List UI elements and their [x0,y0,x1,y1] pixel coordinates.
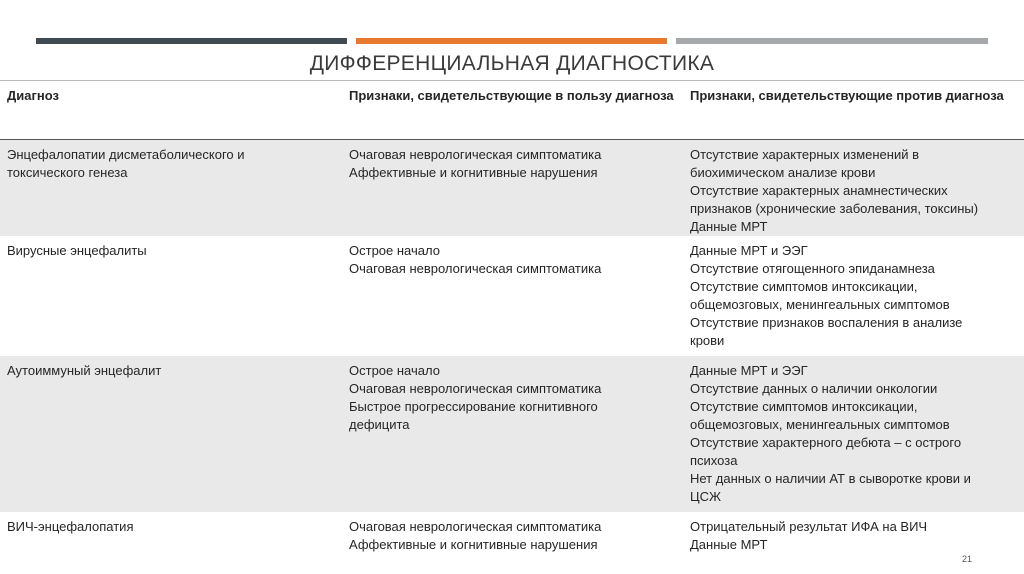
page-number: 21 [961,554,972,564]
table-body [0,140,1024,556]
cell-text-line: Вирусные энцефалиты [7,243,147,258]
header-diagnosis: Диагноз [7,88,59,103]
cell-signs-for [349,140,690,236]
table-row [0,140,1024,236]
cell-text-line: Отрицательный результат ИФА на ВИЧ [690,519,928,534]
table-header [0,80,1024,140]
cell-text-line: Аффективные и когнитивные нарушения [349,537,598,552]
cell-text-line: Быстрое прогрессирование когнитивного [349,399,598,414]
cell-text-line: Отсутствие характерного дебюта – с острого [690,435,962,450]
cell-text-line: Аффективные и когнитивные нарушения [349,165,598,180]
cell-text-line: Очаговая неврологическая симптоматика [349,381,602,396]
cell-text-line: Острое начало [349,243,440,258]
cell-diagnosis [0,512,349,556]
decorative-bar-orange [356,38,667,44]
cell-text-line: Отсутствие отягощенного эпиданамнеза [690,261,935,276]
cell-signs-against [690,236,1024,356]
cell-text-line: Отсутствие симптомов интоксикации, [690,279,918,294]
cell-text-line: ЦСЖ [690,489,722,504]
cell-text-line: Отсутствие характерных изменений в [690,147,919,162]
cell-text-line: Энцефалопатии дисметаболического и [7,147,245,162]
cell-signs-against [690,140,1024,236]
cell-diagnosis [0,356,349,512]
table-row [0,512,1024,556]
cell-text-line: Аутоиммуный энцефалит [7,363,162,378]
cell-diagnosis [0,140,349,236]
cell-text-line: Отсутствие признаков воспаления в анализе [690,315,963,330]
decorative-bar-dark [36,38,347,44]
cell-text-line: крови [690,333,725,348]
table-row [0,356,1024,512]
cell-text-line: Острое начало [349,363,440,378]
cell-signs-for [349,236,690,356]
cell-text-line: дефицита [349,417,410,432]
cell-text-line: психоза [690,453,738,468]
cell-diagnosis [0,236,349,356]
cell-text-line: Отсутствие симптомов интоксикации, [690,399,918,414]
cell-signs-for [349,356,690,512]
cell-text-line: Данные МРТ и ЭЭГ [690,363,808,378]
table-row [0,236,1024,356]
diagnosis-table [0,80,1024,556]
cell-text-line: Данные МРТ [690,537,768,552]
cell-signs-against [690,356,1024,512]
header-signs-against: Признаки, свидетельствующие против диагноза [690,88,1004,103]
cell-text-line: Очаговая неврологическая симптоматика [349,147,602,162]
cell-text-line: Нет данных о наличии АТ в сыворотке крови и [690,471,971,486]
cell-text-line: токсического генеза [7,165,128,180]
cell-text-line: Отсутствие данных о наличии онкологии [690,381,938,396]
cell-text-line: общемозговых, менингеальных симптомов [690,297,950,312]
cell-text-line: биохимическом анализе крови [690,165,876,180]
header-signs-for: Признаки, свидетельствующие в пользу диагноза [349,88,674,103]
decorative-bar-gray [676,38,988,44]
cell-text-line: Очаговая неврологическая симптоматика [349,519,602,534]
page-title: ДИФФЕРЕНЦИАЛЬНАЯ ДИАГНОСТИКА [309,52,715,75]
cell-text-line: Очаговая неврологическая симптоматика [349,261,602,276]
cell-signs-for [349,512,690,556]
cell-text-line: ВИЧ-энцефалопатия [7,519,134,534]
cell-text-line: Данные МРТ и ЭЭГ [690,243,808,258]
cell-text-line: общемозговых, менингеальных симптомов [690,417,950,432]
cell-text-line: Отсутствие характерных анамнестических [690,183,948,198]
cell-text-line: Данные МРТ [690,219,768,234]
cell-text-line: признаков (хронические заболевания, токсины) [690,201,979,216]
cell-signs-against [690,512,1024,556]
